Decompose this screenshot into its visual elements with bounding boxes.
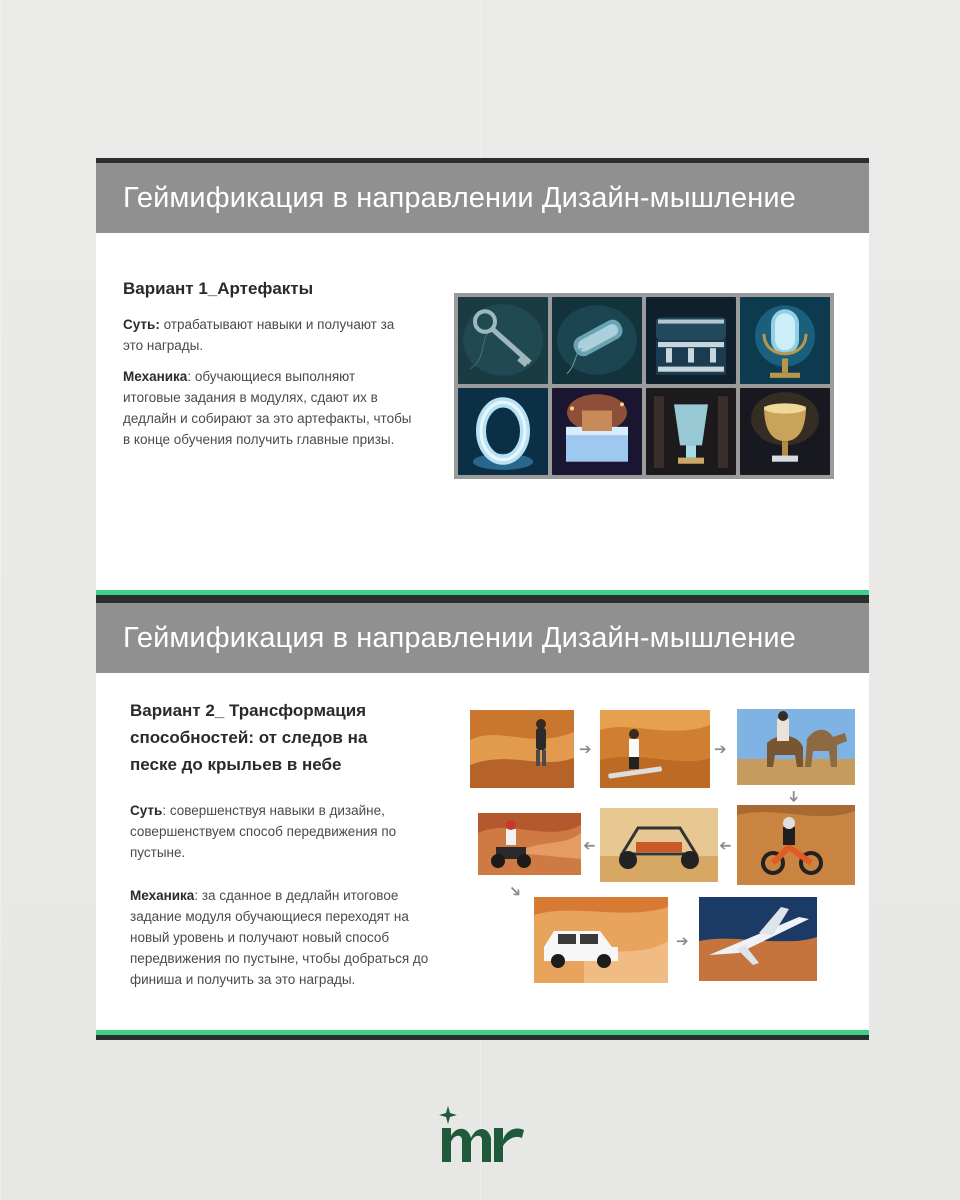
artifacts-grid bbox=[454, 293, 834, 479]
arrow-left-icon: ➔ bbox=[583, 837, 596, 854]
mechanics-text: : за сданное в дедлайн итоговое задание модуля обучающиеся переходят на новый уровень и получают новый способ передвижения по пустыне, чтобы добраться до финиша и получить за это награды. bbox=[130, 888, 429, 987]
slide-artifacts bbox=[96, 158, 869, 600]
slide-footer-bar bbox=[96, 1030, 869, 1040]
essence-label: Суть: bbox=[123, 317, 160, 332]
mechanics-text: : обучающиеся выполняют итоговые задания в модулях, сдают их в дедлайн и собирают за это артефакты, чтобы в конце обучения получить главные призы. bbox=[123, 369, 412, 447]
essence-label: Суть bbox=[130, 803, 163, 818]
essence-paragraph bbox=[123, 314, 413, 356]
variant-title-line-3: песке до крыльев в небе bbox=[130, 755, 342, 774]
artifact-key-image bbox=[458, 297, 548, 384]
artifact-goblet-image bbox=[740, 388, 830, 475]
slide-title: Геймификация в направлении Дизайн-мышление bbox=[123, 621, 796, 654]
stage-buggy-image bbox=[600, 808, 718, 882]
stage-jet-image bbox=[699, 897, 817, 981]
mechanics-paragraph bbox=[130, 885, 435, 990]
essence-text: : совершенствуя навыки в дизайне, совершенствуем способ передвижения по пустыне. bbox=[130, 803, 397, 860]
arrow-left-icon: ➔ bbox=[719, 837, 732, 854]
stage-camel-image bbox=[737, 709, 855, 785]
brand-logo bbox=[438, 1106, 528, 1166]
mechanics-paragraph bbox=[123, 366, 413, 450]
essence-paragraph bbox=[130, 800, 435, 863]
stage-atv-image bbox=[478, 813, 581, 875]
artifact-vessel-image bbox=[646, 388, 736, 475]
artifact-microphone-image bbox=[740, 297, 830, 384]
slide-transformation bbox=[96, 598, 869, 1040]
arrow-right-icon: ➔ bbox=[676, 933, 689, 950]
arrow-down-icon: ➔ bbox=[784, 790, 802, 803]
variant-title: Вариант 1_Артефакты bbox=[123, 279, 314, 298]
slide-title: Геймификация в направлении Дизайн-мышление bbox=[123, 181, 796, 214]
variant-1-text bbox=[123, 275, 413, 450]
variant-title-line-1: Вариант 2_ Трансформация bbox=[130, 701, 367, 720]
stage-motorcycle-image bbox=[737, 805, 855, 885]
essence-text: отрабатывают навыки и получают за это награды. bbox=[123, 317, 395, 353]
slide-header bbox=[96, 163, 869, 233]
stage-sandboard-image bbox=[600, 710, 710, 788]
artifact-ring-image bbox=[458, 388, 548, 475]
variant-title-line-2: способностей: от следов на bbox=[130, 728, 368, 747]
mechanics-label: Механика bbox=[130, 888, 195, 903]
stage-suv-image bbox=[534, 897, 668, 983]
variant-2-text bbox=[130, 697, 435, 990]
arrow-right-icon: ➔ bbox=[714, 741, 727, 758]
mechanics-label: Механика bbox=[123, 369, 188, 384]
arrow-right-icon: ➔ bbox=[579, 741, 592, 758]
artifact-ice-cube-image bbox=[552, 388, 642, 475]
artifact-chest-image bbox=[646, 297, 736, 384]
arrow-diagonal-icon: ➔ bbox=[504, 881, 526, 902]
artifact-scroll-image bbox=[552, 297, 642, 384]
slide-header bbox=[96, 603, 869, 673]
stage-walking-image bbox=[470, 710, 574, 788]
